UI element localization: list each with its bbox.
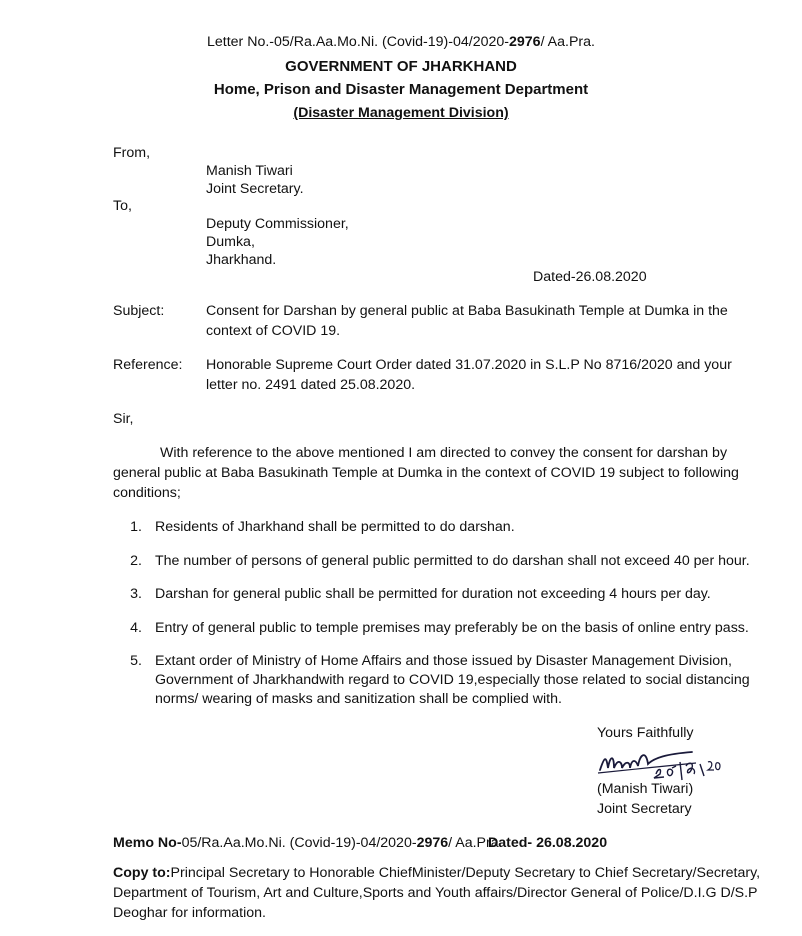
memo-number-text: 05/Ra.Aa.Mo.Ni. (Covid-19)-04/2020- [181,835,417,851]
condition-text: norms/ wearing of masks and sanitization shall be complied with. [155,691,562,707]
memo-line [113,834,503,852]
to-line-1: Deputy Commissioner, [206,216,349,232]
memo-date: Dated- 26.08.2020 [488,835,608,851]
memo-number-suffix: / Aa.Pra. [448,835,503,851]
reference-line-2: letter no. 2491 dated 25.08.2020. [206,377,416,393]
letter-number-suffix: / Aa.Pra. [540,34,595,50]
condition-text: Residents of Jharkhand shall be permitted to do darshan. [155,519,515,535]
copy-to-line-1 [113,864,760,882]
condition-text: Darshan for general public shall be permitted for duration not exceeding 4 hours per day. [155,586,711,602]
memo-number-bold: 2976 [416,835,449,851]
condition-text: The number of persons of general public permitted to do darshan shall not exceed 40 per hour. [155,553,750,569]
from-designation: Joint Secretary. [206,181,304,197]
subject-line-2: context of COVID 19. [206,323,341,339]
condition-number: 3. [130,586,142,602]
letter-number [0,33,802,51]
government-title: GOVERNMENT OF JHARKHAND [285,58,517,75]
division-title: (Disaster Management Division) [293,105,509,121]
copy-to-label: Copy to: [113,865,171,881]
letter-number-prefix: Letter No.-05/Ra.Aa.Mo.Ni. (Covid-19)-04/2020- [207,34,510,50]
reference-line-1: Honorable Supreme Court Order dated 31.07.2020 in S.L.P No 8716/2020 and your [206,357,732,373]
letter-number-bold: 2976 [509,34,541,50]
handwritten-signature [596,744,736,782]
subject-label: Subject: [113,303,165,319]
condition-number: 4. [130,620,142,636]
body-line-3: conditions; [113,485,181,501]
from-name: Manish Tiwari [206,163,293,179]
copy-to-text-1: Principal Secretary to Honorable ChiefMinister/Deputy Secretary to Chief Secretary/Secretary, [170,865,761,881]
memo-prefix: Memo No- [113,835,182,851]
copy-to-line-3: Deoghar for information. [113,905,266,921]
closing-designation: Joint Secretary [597,801,692,817]
letter-date: Dated-26.08.2020 [533,269,647,285]
to-line-3: Jharkhand. [206,252,277,268]
subject-line-1: Consent for Darshan by general public at Baba Basukinath Temple at Dumka in the [206,303,728,319]
condition-number: 1. [130,519,142,535]
condition-number: 5. [130,653,142,669]
body-line-1: With reference to the above mentioned I am directed to convey the consent for darshan by [160,445,728,461]
condition-text: Entry of general public to temple premises may preferably be on the basis of online entry pass. [155,620,749,636]
salutation: Sir, [113,411,134,427]
closing-yours-faithfully: Yours Faithfully [597,725,694,741]
body-line-2: general public at Baba Basukinath Temple at Dumka in the context of COVID 19 subject to following [113,465,739,481]
condition-text: Government of Jharkhandwith regard to COVID 19,especially those related to social distancing [155,672,750,688]
closing-name: (Manish Tiwari) [597,781,694,797]
to-label: To, [113,198,132,214]
condition-text: Extant order of Ministry of Home Affairs and those issued by Disaster Management Division, [155,653,732,669]
reference-label: Reference: [113,357,183,373]
department-title: Home, Prison and Disaster Management Department [213,81,589,98]
to-line-2: Dumka, [206,234,255,250]
copy-to-line-2: Department of Tourism, Art and Culture,Sports and Youth affairs/Director General of Police/D.I.G D/S.P [113,885,758,901]
from-label: From, [113,145,151,161]
condition-number: 2. [130,553,142,569]
